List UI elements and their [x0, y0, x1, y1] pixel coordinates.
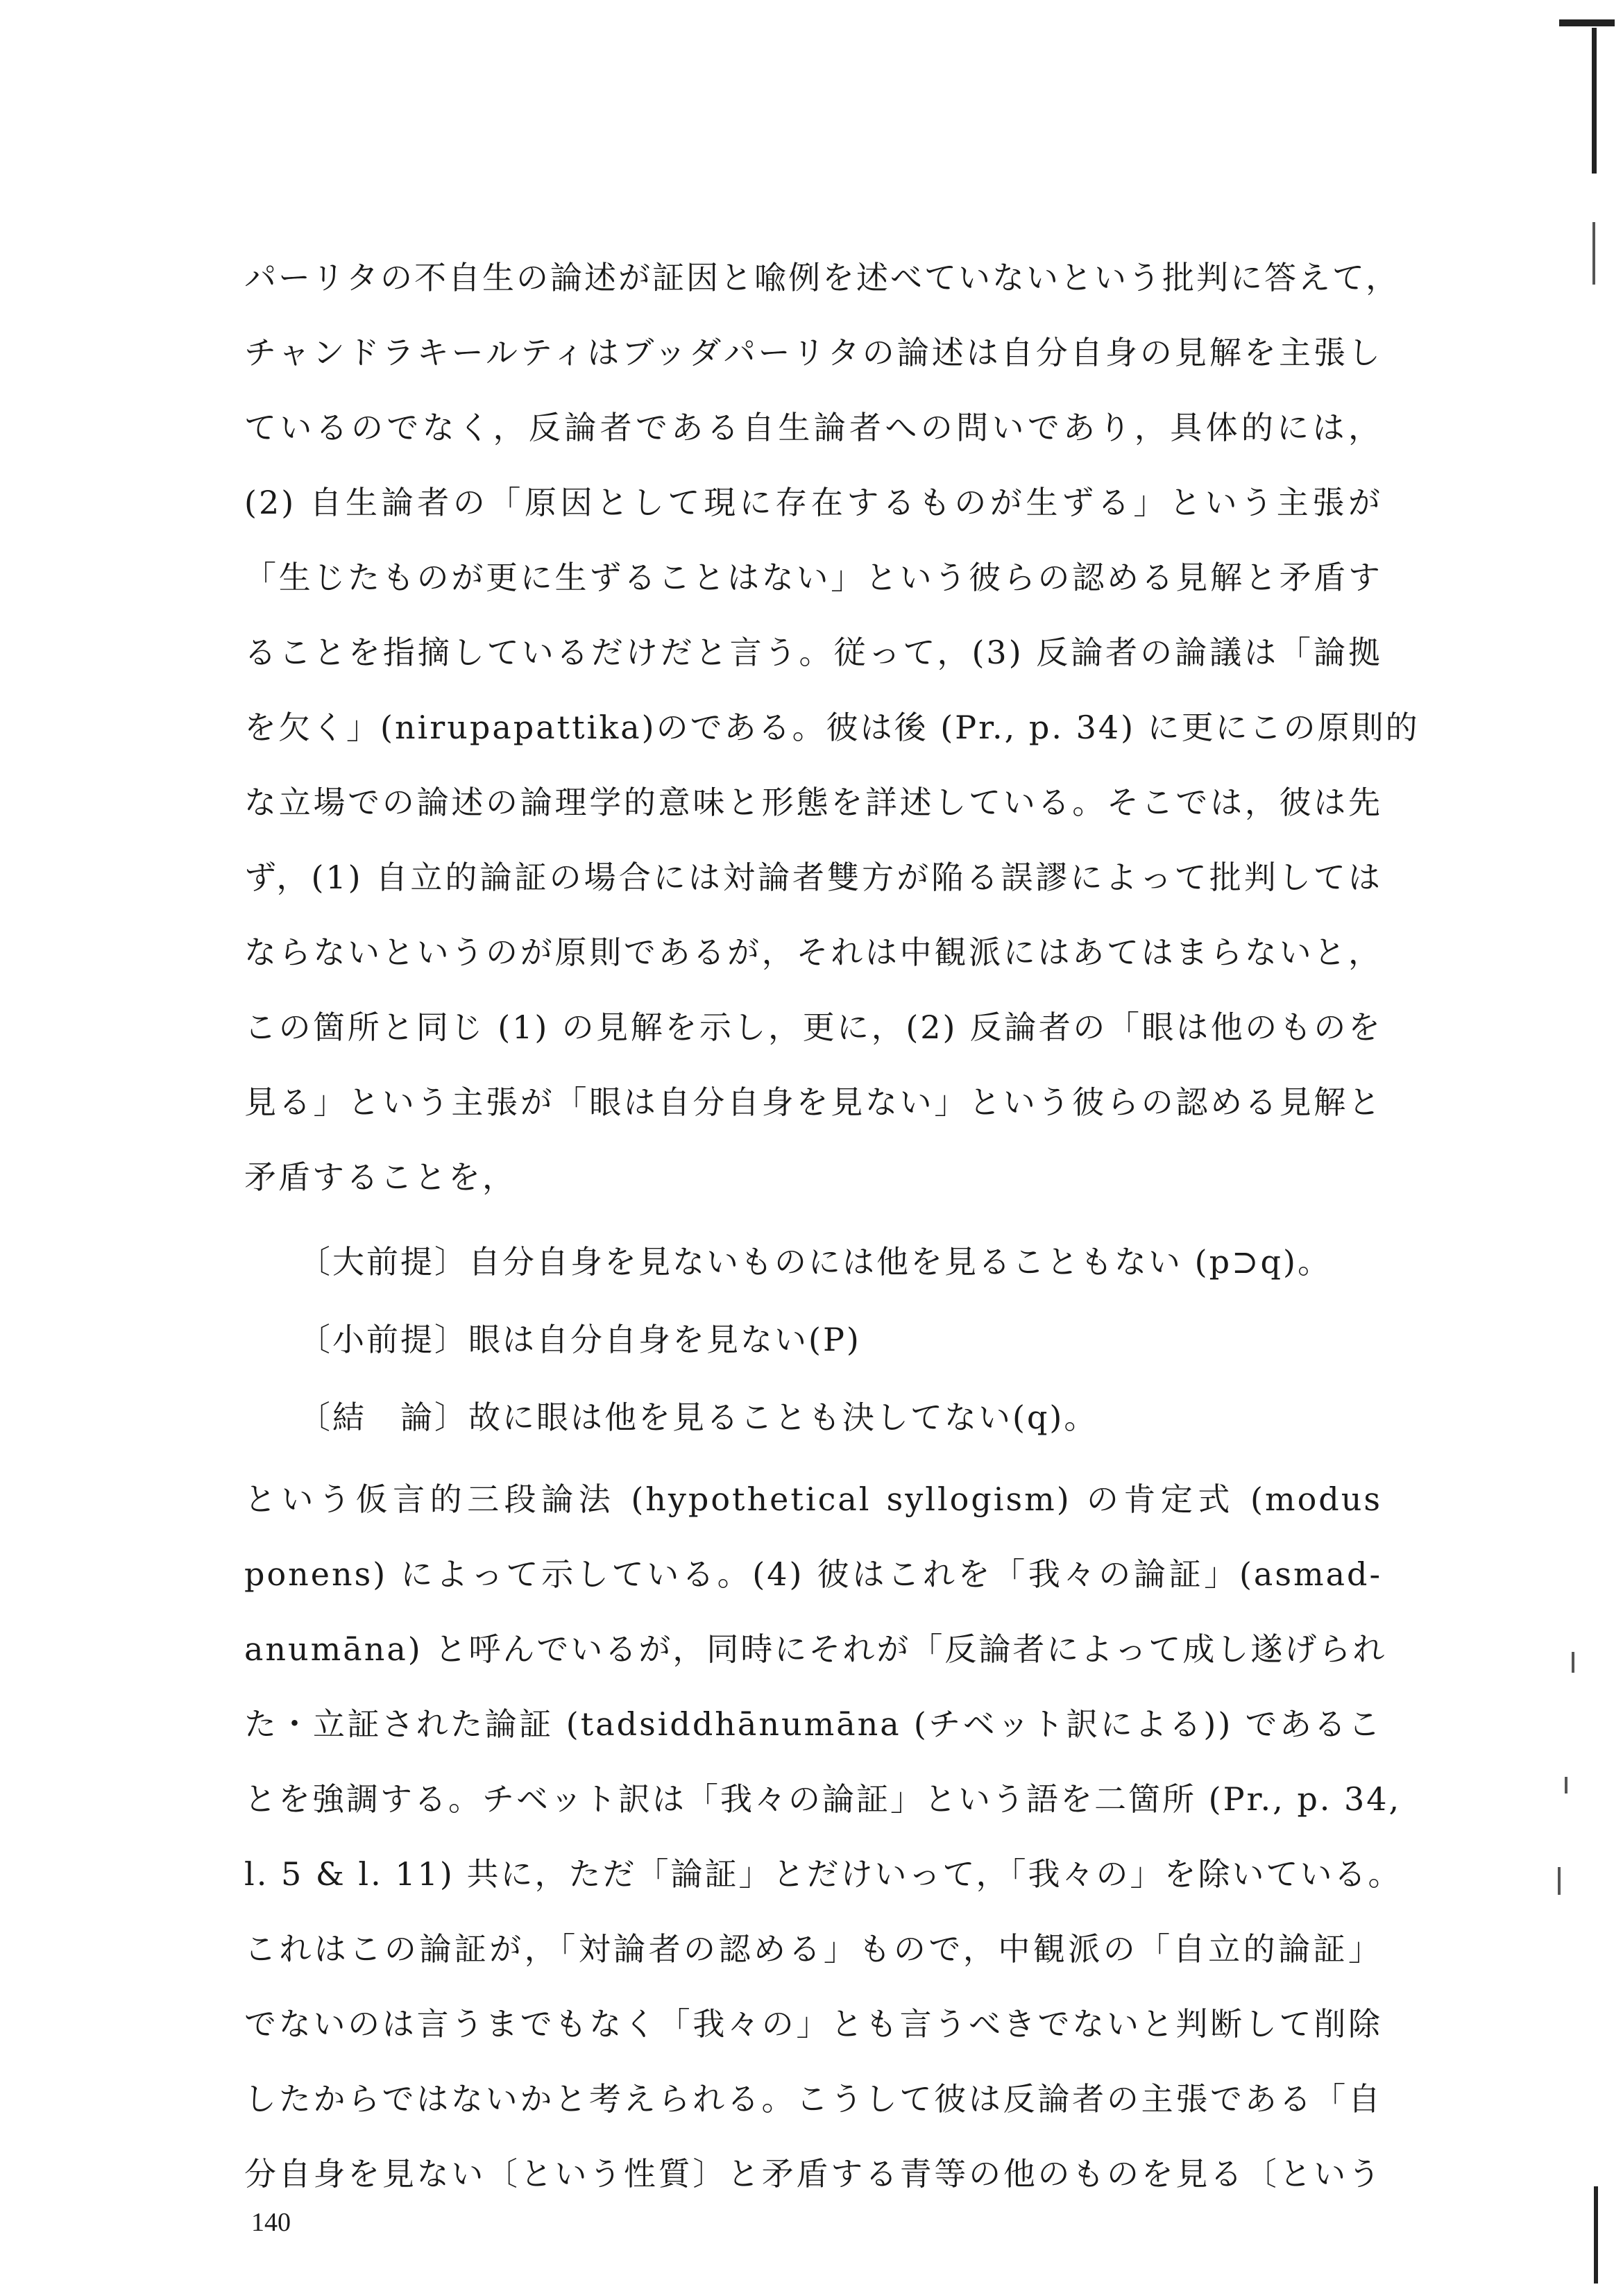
- syllogism-label: 〔大前提〕: [298, 1243, 468, 1281]
- body-text-line: (2) 自生論者の「原因として現に存在するものが生ずる」という主張が: [244, 484, 1382, 521]
- scan-edge-mark: [1594, 2186, 1598, 2284]
- body-text-line: 「生じたものが更に生ずることはない」という彼らの認める見解と矛盾す: [244, 559, 1382, 596]
- body-text-line: この箇所と同じ (1) の見解を示し，更に，(2) 反論者の「眼は他のものを: [244, 1008, 1382, 1046]
- body-text-line: でないのは言うまでもなく「我々の」とも言うべきでないと判断して削除: [244, 2005, 1382, 2043]
- body-text-line: anumāna) と呼んでいるが，同時にそれが「反論者によって成し遂げられ: [244, 1630, 1387, 1668]
- body-text-line: ているのでなく，反論者である自生論者への問いであり，具体的には，: [244, 409, 1382, 446]
- body-text-line: ず，(1) 自立的論証の場合には対論者雙方が陥る誤謬によって批判しては: [244, 859, 1382, 896]
- body-text-line: た・立証された論証 (tadsiddhānumāna (チベット訳による)) であるこ: [244, 1705, 1382, 1743]
- scan-edge-mark: [1592, 222, 1595, 285]
- body-text-line: したからではないかと考えられる。こうして彼は反論者の主張である「自: [244, 2080, 1382, 2118]
- body-text-line: チャンドラキールティはブッダパーリタの論述は自分自身の見解を主張し: [244, 334, 1382, 371]
- scan-edge-mark: [1558, 1867, 1561, 1895]
- scan-edge-mark: [1572, 1652, 1574, 1673]
- syllogism-label: 〔結 論〕: [298, 1399, 468, 1436]
- body-text-line: ならないというのが原則であるが，それは中観派にはあてはまらないと，: [244, 934, 1382, 971]
- syllogism-text: 故に眼は他を見ることも決してない(q)。: [468, 1399, 1098, 1436]
- syllogism-conclusion: [298, 1396, 1098, 1438]
- page-number: 140: [251, 2208, 291, 2237]
- body-text-line: という仮言的三段論法 (hypothetical syllogism) の肯定式 (modus: [244, 1480, 1382, 1518]
- scan-edge-mark: [1592, 28, 1597, 174]
- body-text-line: パーリタの不自生の論述が証因と喩例を述べていないという批判に答えて，: [244, 259, 1400, 296]
- body-text-line: な立場での論述の論理学的意味と形態を詳述している。そこでは，彼は先: [244, 784, 1382, 821]
- syllogism-text: 自分自身を見ないものには他を見ることもない (p⊃q)。: [468, 1243, 1332, 1281]
- scan-edge-mark: [1559, 19, 1615, 26]
- body-text-line: 見る」という主張が「眼は自分自身を見ない」という彼らの認める見解と: [244, 1083, 1382, 1121]
- body-text-line: これはこの論証が，「対論者の認める」もので，中観派の「自立的論証」: [244, 1930, 1382, 1968]
- body-text-line: ponens) によって示している。(4) 彼はこれを「我々の論証」(asmad-: [244, 1555, 1382, 1593]
- syllogism-major-premise: [298, 1241, 1332, 1283]
- syllogism-label: 〔小前提〕: [298, 1321, 468, 1358]
- body-text-line: l. 5 & l. 11) 共に，ただ「論証」とだけいって，「我々の」を除いている。: [244, 1855, 1402, 1893]
- body-text-line: 分自身を見ない〔という性質〕と矛盾する青等の他のものを見る〔という: [244, 2155, 1382, 2193]
- body-text-line: ることを指摘しているだけだと言う。従って，(3) 反論者の論議は「論拠: [244, 634, 1382, 671]
- scan-edge-mark: [1565, 1777, 1567, 1793]
- syllogism-minor-premise: [298, 1319, 861, 1360]
- syllogism-text: 眼は自分自身を見ない(P): [468, 1321, 861, 1358]
- body-text-line: 矛盾することを，: [244, 1158, 516, 1196]
- body-text-line: とを強調する。チベット訳は「我々の論証」という語を二箇所 (Pr., p. 34,: [244, 1780, 1402, 1818]
- body-text-line: を欠く」(nirupapattika)のである。彼は後 (Pr., p. 34) に更にこの原則的: [244, 709, 1420, 746]
